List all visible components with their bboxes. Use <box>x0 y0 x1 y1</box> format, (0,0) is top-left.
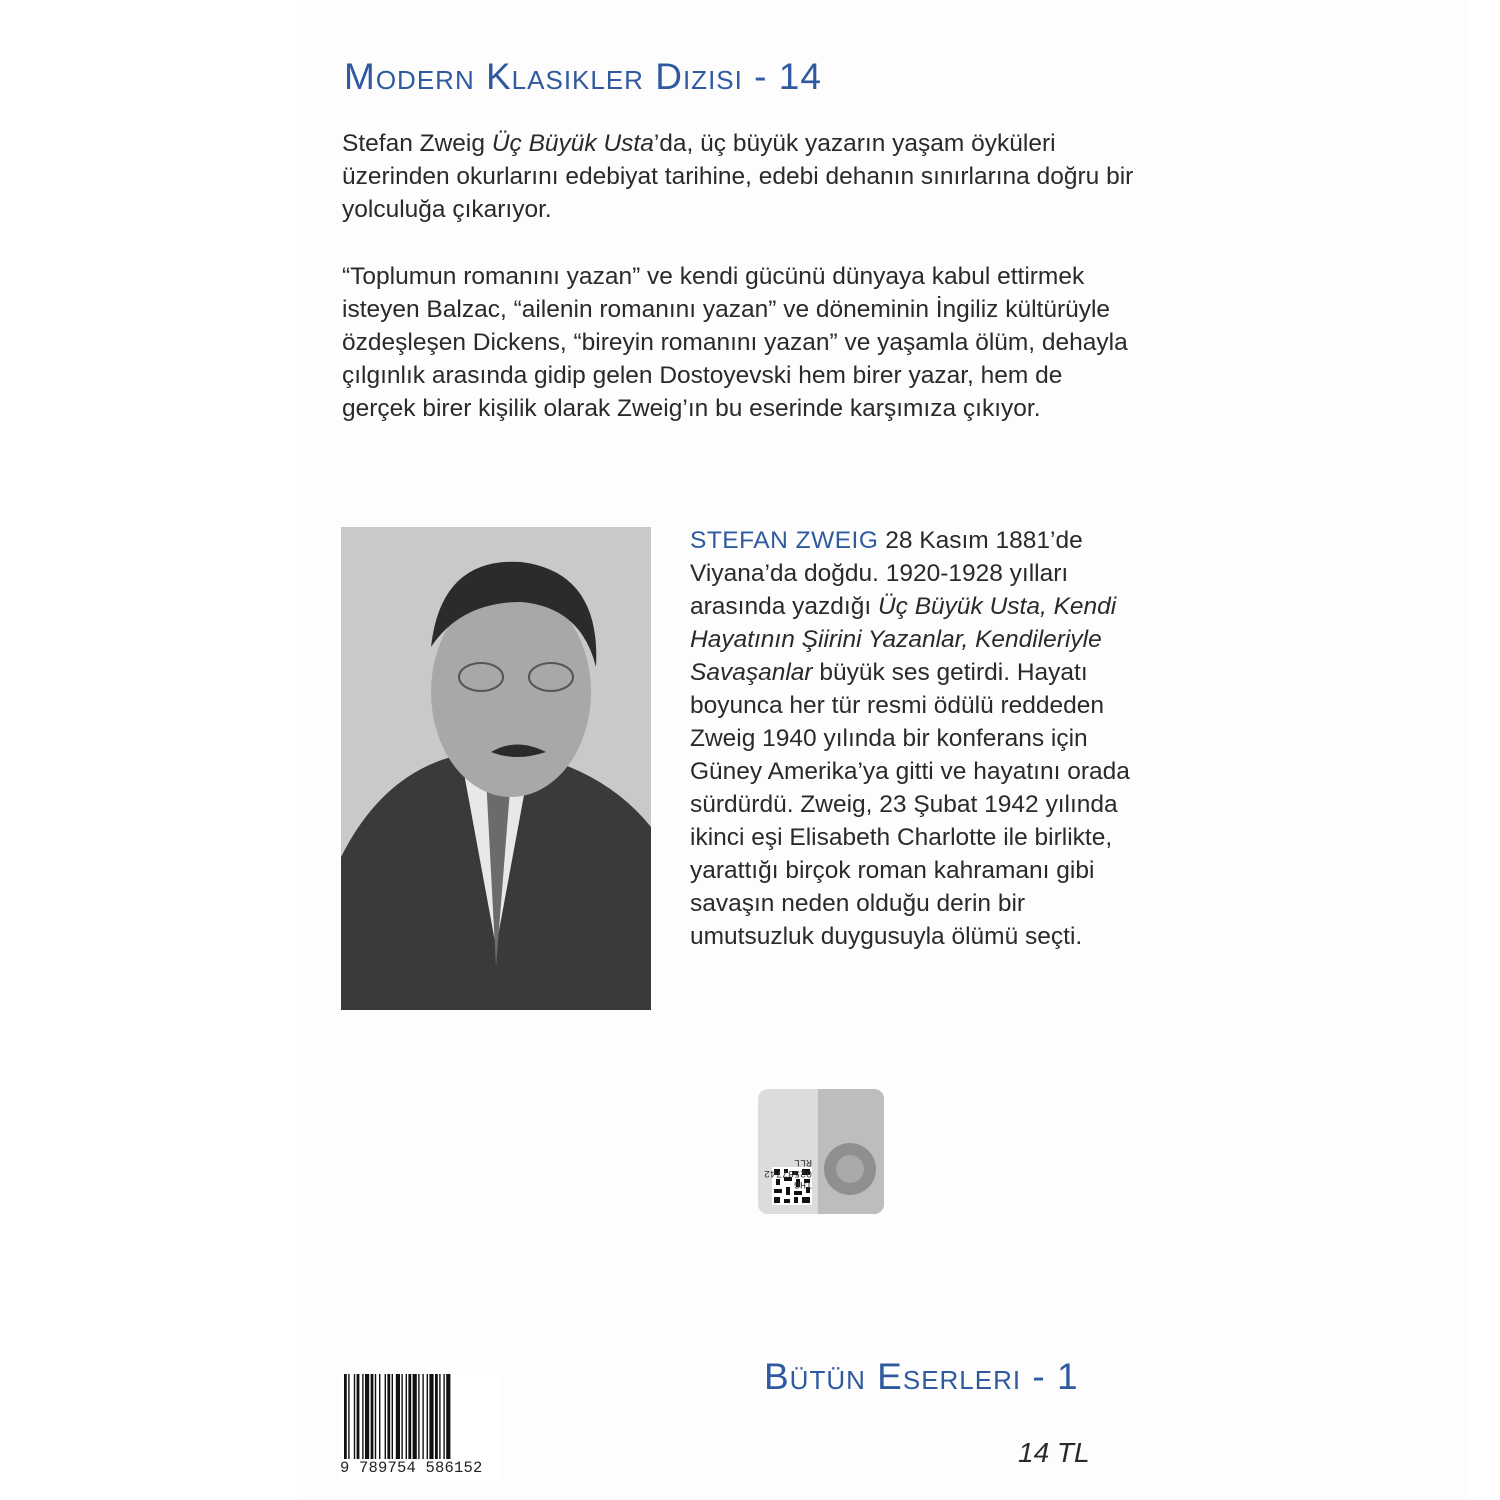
barcode-bar <box>362 1374 363 1462</box>
bio-text-cont: büyük ses getirdi. Hayatı boyunca her tür resmi ödülü reddeden Zweig 1940 yılında bir konferans için Güney Amerika’ya gitti ve hayatını orada sürdürdü. Zweig, 23 Şubat 1942 yılında ikinci eşi Elisabeth Charlotte ile birlikte, yarattığı birçok roman kahramanı gibi savaşın neden olduğu derin bir umutsuzluk duygusuyla ölümü seçti. <box>690 659 1130 950</box>
author-name: STEFAN ZWEIG <box>690 527 879 554</box>
barcode-bar <box>396 1374 400 1462</box>
sticker-line-1: THG <box>793 1178 812 1189</box>
barcode-bar <box>427 1374 428 1462</box>
sticker-line-2: 02587742 <box>763 1167 812 1178</box>
barcode-bar <box>401 1374 402 1462</box>
price: 14 TL <box>1018 1437 1090 1468</box>
hologram-sticker <box>758 1089 884 1214</box>
barcode-bar <box>371 1374 374 1462</box>
barcode-bar <box>422 1374 423 1462</box>
barcode-bar <box>387 1374 390 1462</box>
barcode-bar <box>392 1374 393 1462</box>
barcode-bar <box>418 1374 419 1462</box>
barcode-bar <box>385 1374 386 1462</box>
barcode-bar <box>348 1374 349 1462</box>
intro-paragraph-2: “Toplumun romanını yazan” ve kendi gücünü dünyaya kabul ettirmek isteyen Balzac, “ailenin romanını yazan” ve döneminin İngiliz kültürüyle özdeşleşen Dickens, “bireyin romanını yazan” ve yaşamla ölüm, dehayla çılgınlık arasında gidip gelen Dostoyevski hem birer yazar, hem de gerçek birer kişilik olarak Zweig’ın bu eserinde karşımıza çıkıyor. <box>342 263 1128 422</box>
intro-paragraph-1 <box>342 127 1142 226</box>
sticker-code <box>763 1129 812 1189</box>
intro-text: Stefan Zweig <box>342 130 492 157</box>
sticker-line-3: RLL <box>793 1156 812 1167</box>
author-portrait <box>341 527 651 1010</box>
barcode-bar <box>379 1374 380 1462</box>
isbn-number: 9 789754 586152 <box>340 1459 500 1477</box>
author-bio <box>690 524 1140 953</box>
bio-text: 28 Kasım 1881’de Viyana’da doğdu. 1920-1928 yılları arasında yazdığı <box>690 527 1083 620</box>
barcode-bar <box>365 1374 369 1462</box>
barcode-bar <box>375 1374 376 1462</box>
barcode-bar <box>406 1374 407 1462</box>
works-title: Bütün Eserleri - 1 <box>764 1356 1079 1397</box>
intro-text-cont: ’da, üç büyük yazarın yaşam öyküleri üzerinden okurlarını edebiyat tarihine, edebi dehanın sınırlarına doğru bir yolculuğa çıkarıyor. <box>342 130 1134 223</box>
barcode-bar <box>357 1374 360 1462</box>
series-title: Modern Klasikler Dizisi - 14 <box>344 56 822 97</box>
barcode-bar <box>443 1374 444 1462</box>
barcode-bar <box>435 1374 438 1462</box>
barcode-bar <box>408 1374 411 1462</box>
barcode-bar <box>413 1374 417 1462</box>
barcode-bar <box>429 1374 433 1462</box>
book-title-italic: Üç Büyük Usta <box>491 130 654 157</box>
barcode-bar <box>446 1374 450 1462</box>
barcode-bar <box>344 1374 347 1462</box>
barcode-bar <box>354 1374 355 1462</box>
bio-book-titles: Üç Büyük Usta, Kendi Hayatının Şiirini Yazanlar, Kendileriyle Savaşanlar <box>690 593 1117 686</box>
barcode-bar <box>439 1374 440 1462</box>
